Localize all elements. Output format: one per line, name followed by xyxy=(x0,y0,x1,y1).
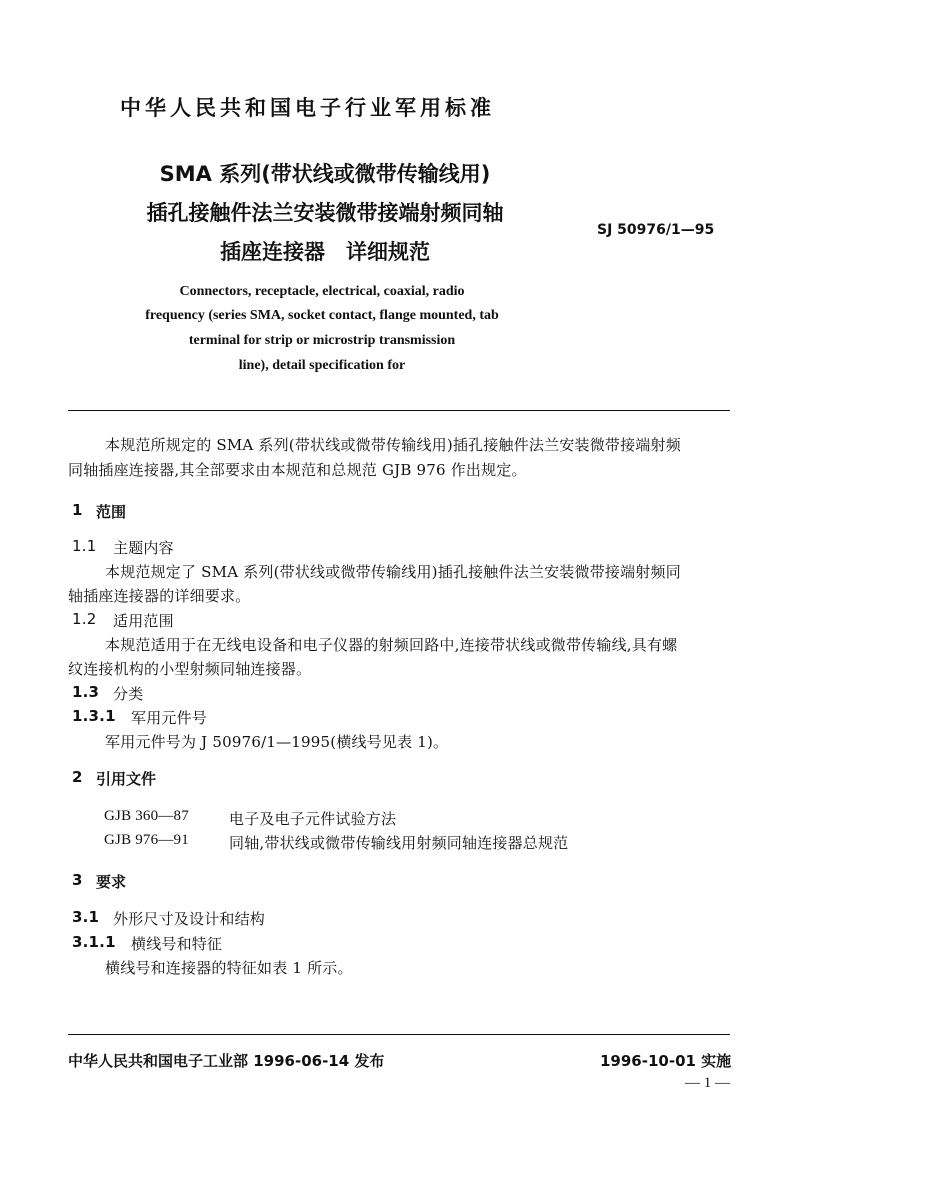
header-divider xyxy=(68,410,730,411)
title-en-line: Connectors, receptacle, electrical, coaxial, radio xyxy=(179,284,465,299)
reference-name: 电子及电子元件试验方法 xyxy=(229,810,397,828)
paragraph-line: 本规范适用于在无线电设备和电子仪器的射频回路中,连接带状线或微带传输线,具有螺 xyxy=(105,636,678,654)
effective-date: 1996-10-01 实施 xyxy=(600,1052,732,1070)
issued-date: 中华人民共和国电子工业部 1996-06-14 发布 xyxy=(68,1052,385,1070)
paragraph-line: 本规范规定了 SMA 系列(带状线或微带传输线用)插孔接触件法兰安装微带接端射频同 xyxy=(105,563,681,581)
section-number: 2 xyxy=(72,768,83,786)
section-title: 军用元件号 xyxy=(131,709,208,727)
section-number: 3.1 xyxy=(72,908,100,926)
standard-code: SJ 50976/1—95 xyxy=(597,222,715,238)
section-title: 分类 xyxy=(113,685,144,703)
reference-name: 同轴,带状线或微带传输线用射频同轴连接器总规范 xyxy=(229,834,569,852)
section-number: 1.3 xyxy=(72,683,100,701)
page-number: — 1 — xyxy=(685,1075,730,1091)
paragraph-line: 轴插座连接器的详细要求。 xyxy=(68,587,251,605)
footer-divider xyxy=(68,1034,730,1035)
org-title: 中华人民共和国电子行业军用标准 xyxy=(120,96,495,120)
paragraph-line: 横线号和连接器的特征如表 1 所示。 xyxy=(105,959,353,977)
title-cn-line3: 插座连接器 详细规范 xyxy=(220,240,430,264)
section-number: 1.2 xyxy=(72,610,97,628)
title-en-line: terminal for strip or microstrip transmission xyxy=(188,333,456,348)
section-title: 横线号和特征 xyxy=(131,935,223,953)
paragraph-line: 纹连接机构的小型射频同轴连接器。 xyxy=(68,660,312,678)
reference-code: GJB 360—87 xyxy=(104,808,189,824)
section-title: 范围 xyxy=(96,503,127,521)
title-cn-line2: 插孔接触件法兰安装微带接端射频同轴 xyxy=(146,201,504,225)
section-number: 1 xyxy=(72,501,83,519)
section-title: 外形尺寸及设计和结构 xyxy=(113,910,266,928)
section-number: 3.1.1 xyxy=(72,933,116,951)
section-title: 主题内容 xyxy=(113,539,174,557)
section-number: 3 xyxy=(72,871,83,889)
section-number: 1.3.1 xyxy=(72,707,116,725)
section-number: 1.1 xyxy=(72,537,97,555)
section-title: 适用范围 xyxy=(113,612,174,630)
title-en-line: frequency (series SMA, socket contact, flange mounted, tab xyxy=(145,308,499,323)
section-title: 引用文件 xyxy=(96,770,157,788)
title-cn-line1: SMA 系列(带状线或微带传输线用) xyxy=(159,162,491,186)
paragraph-line: 军用元件号为 J 50976/1—1995(横线号见表 1)。 xyxy=(105,733,449,751)
title-en-line: line), detail specification for xyxy=(238,358,406,373)
intro-line: 本规范所规定的 SMA 系列(带状线或微带传输线用)插孔接触件法兰安装微带接端射频 xyxy=(105,436,681,454)
reference-code: GJB 976—91 xyxy=(104,832,189,848)
section-title: 要求 xyxy=(96,873,127,891)
intro-line: 同轴插座连接器,其全部要求由本规范和总规范 GJB 976 作出规定。 xyxy=(68,461,527,479)
